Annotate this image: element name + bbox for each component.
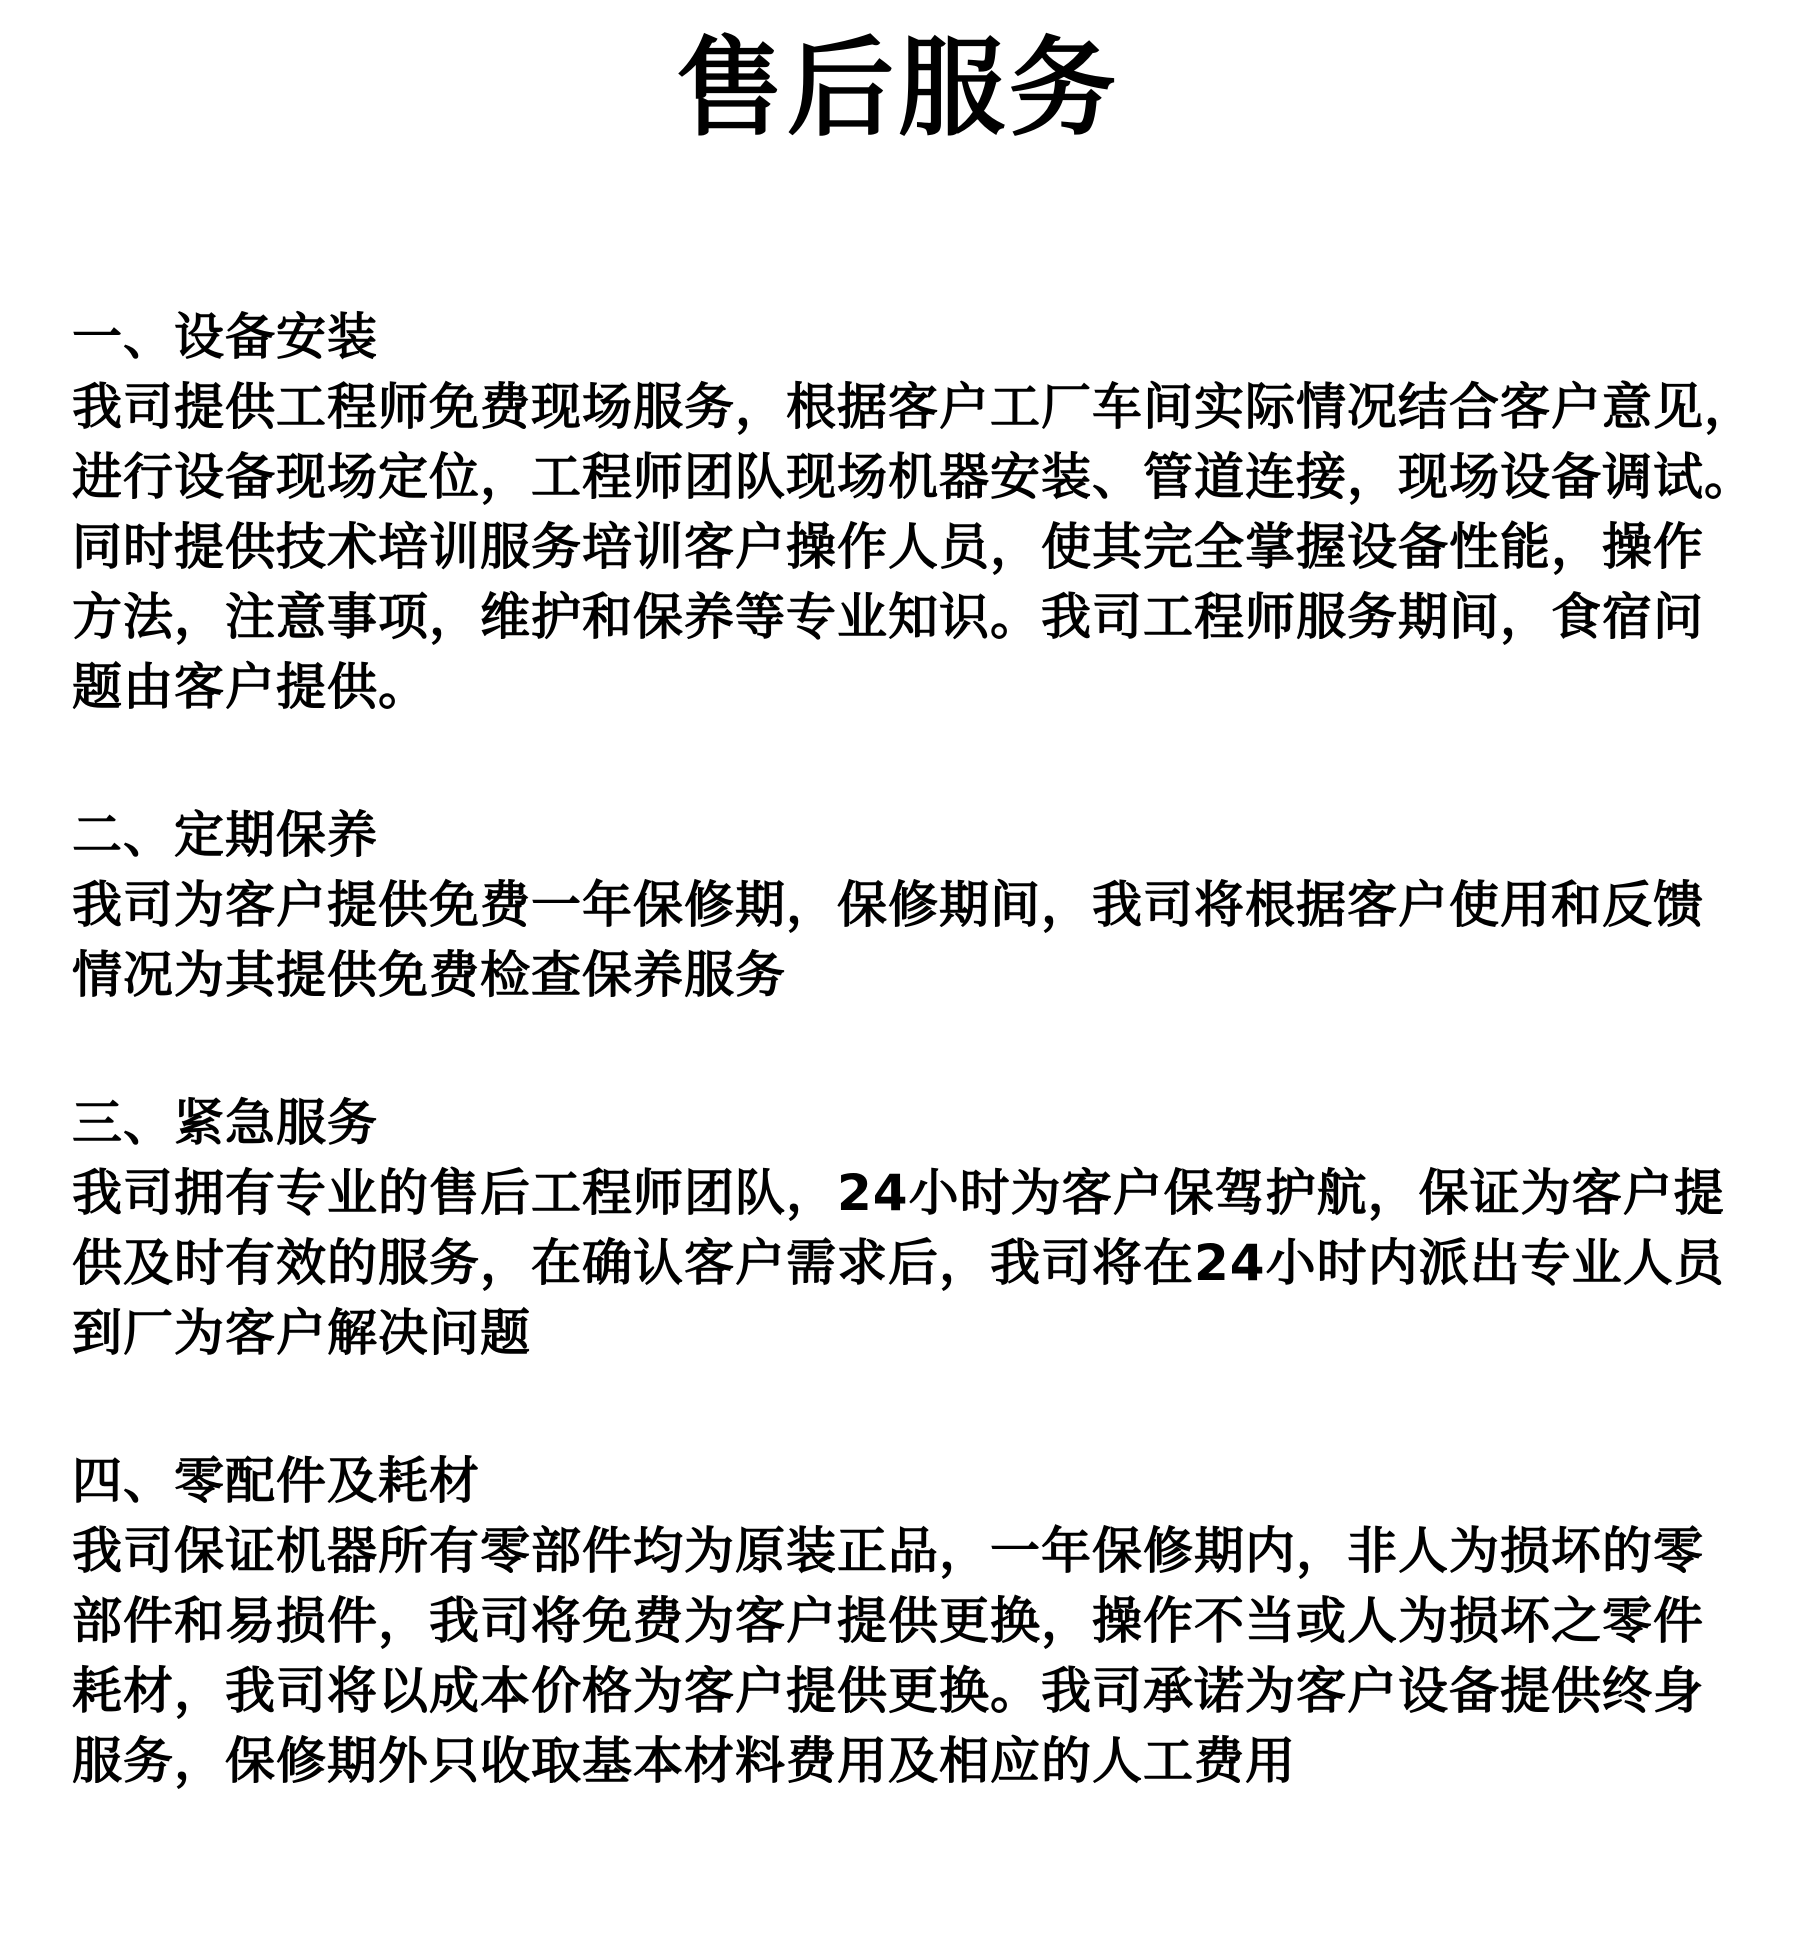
section-3 bbox=[72, 1088, 1756, 1368]
paragraph-line: 供及时有效的服务，在确认客户需求后，我司将在24小时内派出专业人员 bbox=[72, 1234, 1725, 1292]
section-2 bbox=[72, 800, 1756, 1010]
paragraph-line: 我司为客户提供免费一年保修期，保修期间，我司将根据客户使用和反馈 bbox=[72, 876, 1704, 934]
page-title: 售后服务 bbox=[675, 26, 1120, 151]
paragraph-line: 到厂为客户解决问题 bbox=[72, 1304, 531, 1362]
section-4 bbox=[72, 1446, 1756, 1796]
paragraph-line: 方法，注意事项，维护和保养等专业知识。我司工程师服务期间，食宿问 bbox=[72, 588, 1704, 646]
section-4-heading: 四、零配件及耗材 bbox=[72, 1452, 480, 1510]
paragraph-line: 我司拥有专业的售后工程师团队，24小时为客户保驾护航，保证为客户提 bbox=[72, 1164, 1725, 1222]
document-body bbox=[0, 144, 1796, 1796]
paragraph-line: 进行设备现场定位，工程师团队现场机器安装、管道连接，现场设备调试。 bbox=[72, 448, 1755, 506]
paragraph-line: 我司保证机器所有零部件均为原装正品，一年保修期内，非人为损坏的零 bbox=[72, 1522, 1704, 1580]
paragraph-line: 服务，保修期外只收取基本材料费用及相应的人工费用 bbox=[72, 1732, 1296, 1790]
paragraph-line: 部件和易损件，我司将免费为客户提供更换，操作不当或人为损坏之零件 bbox=[72, 1592, 1704, 1650]
paragraph-line: 我司提供工程师免费现场服务，根据客户工厂车间实际情况结合客户意见， bbox=[72, 378, 1755, 436]
section-1-heading: 一、设备安装 bbox=[72, 308, 378, 366]
paragraph-line: 情况为其提供免费检查保养服务 bbox=[72, 946, 786, 1004]
section-3-heading: 三、紧急服务 bbox=[72, 1094, 378, 1152]
paragraph-line: 耗材，我司将以成本价格为客户提供更换。我司承诺为客户设备提供终身 bbox=[72, 1662, 1704, 1720]
paragraph-line: 同时提供技术培训服务培训客户操作人员，使其完全掌握设备性能，操作 bbox=[72, 518, 1704, 576]
document-page bbox=[0, 26, 1796, 1796]
section-1 bbox=[72, 302, 1756, 722]
paragraph-line: 题由客户提供。 bbox=[72, 658, 429, 716]
section-2-heading: 二、定期保养 bbox=[72, 806, 378, 864]
